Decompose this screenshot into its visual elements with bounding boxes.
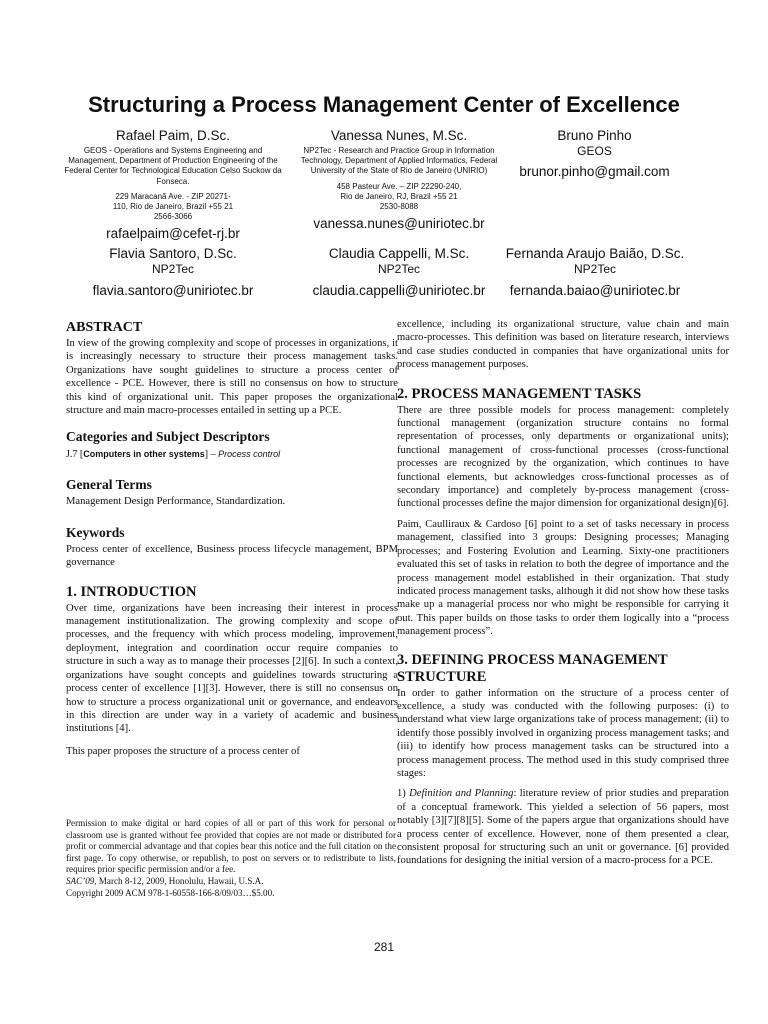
author-email: rafaelpaim@cefet-rj.br <box>106 225 240 241</box>
author-email: vanessa.nunes@uniriotec.br <box>313 215 485 231</box>
author-email: fernanda.baiao@uniriotec.br <box>509 283 681 298</box>
author-name: Bruno Pinho <box>557 128 632 143</box>
general-terms-text: Management Design Performance, Standardization. <box>66 496 286 508</box>
intro-heading: 1. INTRODUCTION <box>66 583 197 600</box>
section3-paragraph-2 <box>397 787 729 867</box>
author-org: GEOS <box>577 144 612 158</box>
stage-number: 1) <box>397 788 410 800</box>
section2-paragraph-2: Paim, Caulliraux & Cardoso [6] point to a set of tasks necessary in process management, classified into 3 groups: Designing processes; Managing processes; and Fostering Evolution and Learning. Sixty-one practitioners evaluated this set of tasks in relation to both the degree of importance and the process management model established in their organization. That study indicated process management tasks, although it did not show how these tasks make up a managerial process nor who might be responsible for carrying it out. This paper builds on those tasks to order them logically into a “process management process”. <box>397 518 729 638</box>
author-name: Flavia Santoro, D.Sc. <box>109 246 237 261</box>
conference-name: SAC’09 <box>66 875 95 886</box>
categories-bold: Computers in other systems <box>83 449 205 460</box>
copyright-line: Copyright 2009 ACM 978-1-60558-166-8/09/03…$5.00. <box>66 887 275 898</box>
categories-sep: ] – <box>204 449 219 461</box>
section2-paragraph-1: There are three possible models for process management: completely functional management (organization structure contains no formal representation of processes, only departments or organizational units); functional management of cross-functional processes (cross-functional processes are recognized by the organization, which continues to have functional elements, but acknowledges cross-functional processes as of secondary importance) and completely by-process management (cross-functional processes define the major dimension for organizational design)[6]. <box>397 404 729 510</box>
author-email: flavia.santoro@uniriotec.br <box>92 283 254 298</box>
categories-code: J.7 [ <box>66 449 84 461</box>
author-org: NP2Tec <box>377 262 421 276</box>
permission-notice <box>66 818 396 899</box>
keywords-heading: Keywords <box>66 524 125 540</box>
categories-italic: Process control <box>218 449 281 460</box>
conference-line <box>66 876 396 888</box>
author-block-nunes <box>285 127 513 232</box>
general-terms-heading: General Terms <box>66 477 152 493</box>
permission-text: Permission to make digital or hard copies of all or part of this work for personal or classroom use is granted without fee provided that copies are not made or distributed for profit or commercial advantage and that copies bear this notice and the full citation on the first page. To copy otherwise, or republish, to post on servers or to redistribute to lists, requires prior specific permission and/or a fee. <box>66 818 396 875</box>
author-email: brunor.pinho@gmail.com <box>519 164 670 179</box>
author-name: Rafael Paim, D.Sc. <box>115 128 231 143</box>
author-org: NP2Tec <box>151 262 195 276</box>
intro-continued: excellence, including its organizational structure, value chain and main macro-processes. This definition was based on literature research, interviews and case studies conducted in companies that have organizational units for process management purposes. <box>397 319 729 371</box>
section3-heading <box>397 652 729 686</box>
conference-details: , March 8-12, 2009, Honolulu, Hawaii, U.S.A. <box>94 875 264 886</box>
right-column <box>397 318 729 868</box>
author-name: Claudia Cappelli, M.Sc. <box>328 246 470 261</box>
author-name: Vanessa Nunes, M.Sc. <box>330 128 468 143</box>
author-org: NP2Tec <box>573 262 617 276</box>
author-address: 458 Pasteur Ave. – ZIP 22290-240, Rio de Janeiro, RJ, Brazil +55 21 2530-8088 <box>336 181 462 211</box>
author-block-baiao <box>488 245 702 299</box>
section3-heading-line1: 3. DEFINING PROCESS MANAGEMENT <box>397 651 668 668</box>
section2-heading: 2. PROCESS MANAGEMENT TASKS <box>397 385 642 402</box>
author-block-cappelli <box>275 245 523 299</box>
paper-title: Structuring a Process Management Center of Excellence <box>88 92 680 117</box>
author-block-santoro <box>60 245 286 299</box>
categories-line <box>66 448 398 461</box>
section3-paragraph-1: In order to gather information on the structure of a process center of excellence, a study was conducted with the following purposes: (i) to understand what view large organizations take of process management; (ii) to identify those possibly involved in organizing process management tasks; and (iii) to identify how process management tasks can be structured into a process management process. The method used in this study comprised three stages: <box>397 687 729 779</box>
author-affiliation: GEOS - Operations and Systems Engineering and Management, Department of Production Engineering of the Federal Center for Technological Education Celso Suckow da Fonseca. <box>64 146 282 186</box>
author-affiliation: NP2Tec - Research and Practice Group in Information Technology, Department of Applied Informatics, Federal University of the State of Rio de Janeiro (UNIRIO) <box>300 146 498 176</box>
categories-heading: Categories and Subject Descriptors <box>66 429 270 445</box>
stage-description: : literature review of prior studies and preparation of a conceptual framework. This yielded a selection of 56 papers, most notably [3][7][8][5]. Some of the papers argue that organizations should have a process center of excellence. However, none of them presented a clear, consistent proposal for structuring such an unit or governance. [6] provided foundations for designing the initial version of a macro-process for a PCE. <box>397 788 729 867</box>
author-block-pinho <box>497 127 692 180</box>
author-address: 229 Maracanã Ave. - ZIP 20271-110, Rio de Janeiro, Brazil +55 21 2566-3066 <box>112 191 234 221</box>
section3-heading-line2: STRUCTURE <box>397 668 487 685</box>
author-name: Fernanda Araujo Baião, D.Sc. <box>505 246 685 261</box>
keywords-text: Process center of excellence, Business process lifecycle management, BPM governance <box>66 543 398 569</box>
intro-paragraph-1: Over time, organizations have been increasing their interest in process management institutionalization. The growing complexity and scope of processes, and the frequency with which process modeling, improvement, deployment, integration and coordination occur require companies to structure in such a way as to manage their processes [2][6]. In such a context, organizations have sought concepts and guidelines towards structuring a process center of excellence [1][3]. However, there is still no consensus on how to structure a process organizational unit or governance, and endeavors in this direction are under way in a variety of academic and business institutions [4]. <box>66 602 398 735</box>
abstract-heading: ABSTRACT <box>66 320 143 335</box>
author-email: claudia.cappelli@uniriotec.br <box>312 283 486 298</box>
left-column <box>66 319 398 758</box>
page-number: 281 <box>373 940 395 954</box>
stage-name: Definition and Planning <box>409 788 514 800</box>
abstract-text: In view of the growing complexity and scope of processes in organizations, it is increasingly necessary to structure their process management tasks. Organizations have sought guidelines to structure a process center of excellence - PCE. However, there is still no consensus on how to structure this kind of organizational unit. This paper proposes the organizational structure and main macro-processes entailed in setting up a PCE. <box>66 338 398 417</box>
intro-paragraph-2: This paper proposes the structure of a process center of <box>66 745 300 757</box>
author-block-paim <box>60 127 286 242</box>
